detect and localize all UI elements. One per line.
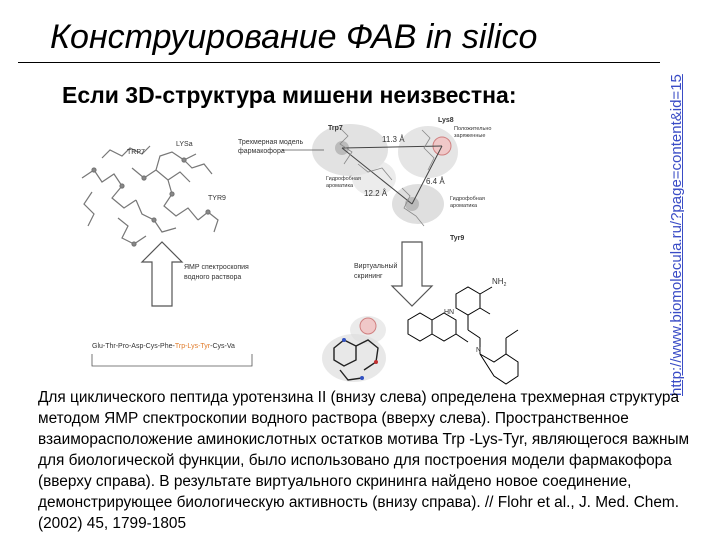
distance-lys-tyr: 6.4 Å [426,177,445,186]
pharm-label-lys: Lys8 [438,117,454,124]
nmr-label-trp: TRP7 [127,149,145,156]
side-link[interactable]: http://www.biomolecula.ru/?page=content&id=15 [668,74,685,396]
nmr-up-arrow [142,242,182,306]
peptide-cyclic-bracket [92,354,252,366]
screening-label-line1: Виртуальный [354,263,398,270]
pos-charge-line2: заряженные [454,133,486,139]
model-label-line1: Трехмерная модель [238,139,304,146]
compound-nh2-label: $NH_2$ [492,277,507,288]
nmr-arrow-label-line1: ЯМР спектроскопия [184,264,249,271]
hydrophobic-2-line1: Гидрофобная [450,196,485,202]
slide-title: Конструирование ФАВ in silico [50,18,538,56]
hydrophobic-1-line2: ароматика [326,183,354,189]
peptide-sequence [92,343,235,350]
nmr-label-tyr: TYR9 [208,195,226,202]
hydrophobic-1-line1: Гидрофобная [326,176,361,182]
peptide-suffix: -Cys-Va [210,343,235,350]
pharm-label-trp: Trp7 [328,125,343,132]
nmr-arrow-label-line2: водного раствора [184,274,242,281]
screening-label-line2: скрининг [354,273,383,280]
peptide-motif: Trp-Lys-Tyr [174,343,211,350]
hydrophobic-2-line2: ароматика [450,203,478,209]
pos-charge-line1: Положительно [454,126,492,132]
nmr-structure-image [82,146,218,246]
model-label-line2: фармакофора [238,148,285,155]
compound-hn-label: HN [444,309,455,316]
nmr-label-lys: LYSa [176,141,193,148]
compound-structure-image [408,287,518,384]
slide-caption: Для циклического пептида уротензина II (внизу слева) определена трехмерная структура методом ЯМР спектроскопии водного раствора (вверху слева). Пространственное взаиморасположение аминокислотных остатков мотива Trp -Lys-Tyr, являющегося важным для биологической функции, было использовано для построения модели фармакофора (вверху справа). В результате виртуального скрининга найдено новое соединение, демонстрирующее биологическую активность (внизу справа). // Flohr et al., J. Med. Chem. (2002) 45, 1799-1805 [38,389,690,532]
pharm-label-tyr: Tyr9 [450,235,465,242]
peptide-prefix: Glu-Thr-Pro-Asp-Cys-Phe- [92,343,175,350]
distance-trp-lys: 11.3 Å [382,135,405,144]
title-divider [18,62,660,63]
slide-subtitle: Если 3D-структура мишени неизвестна: [62,82,517,108]
distance-trp-tyr: 12.2 Å [364,189,388,198]
screening-down-arrow [392,242,432,306]
docked-ligand-image [322,316,386,382]
side-link-container [668,0,688,400]
compound-n-label: N [476,347,482,354]
pharmacophore-figure [72,108,552,388]
